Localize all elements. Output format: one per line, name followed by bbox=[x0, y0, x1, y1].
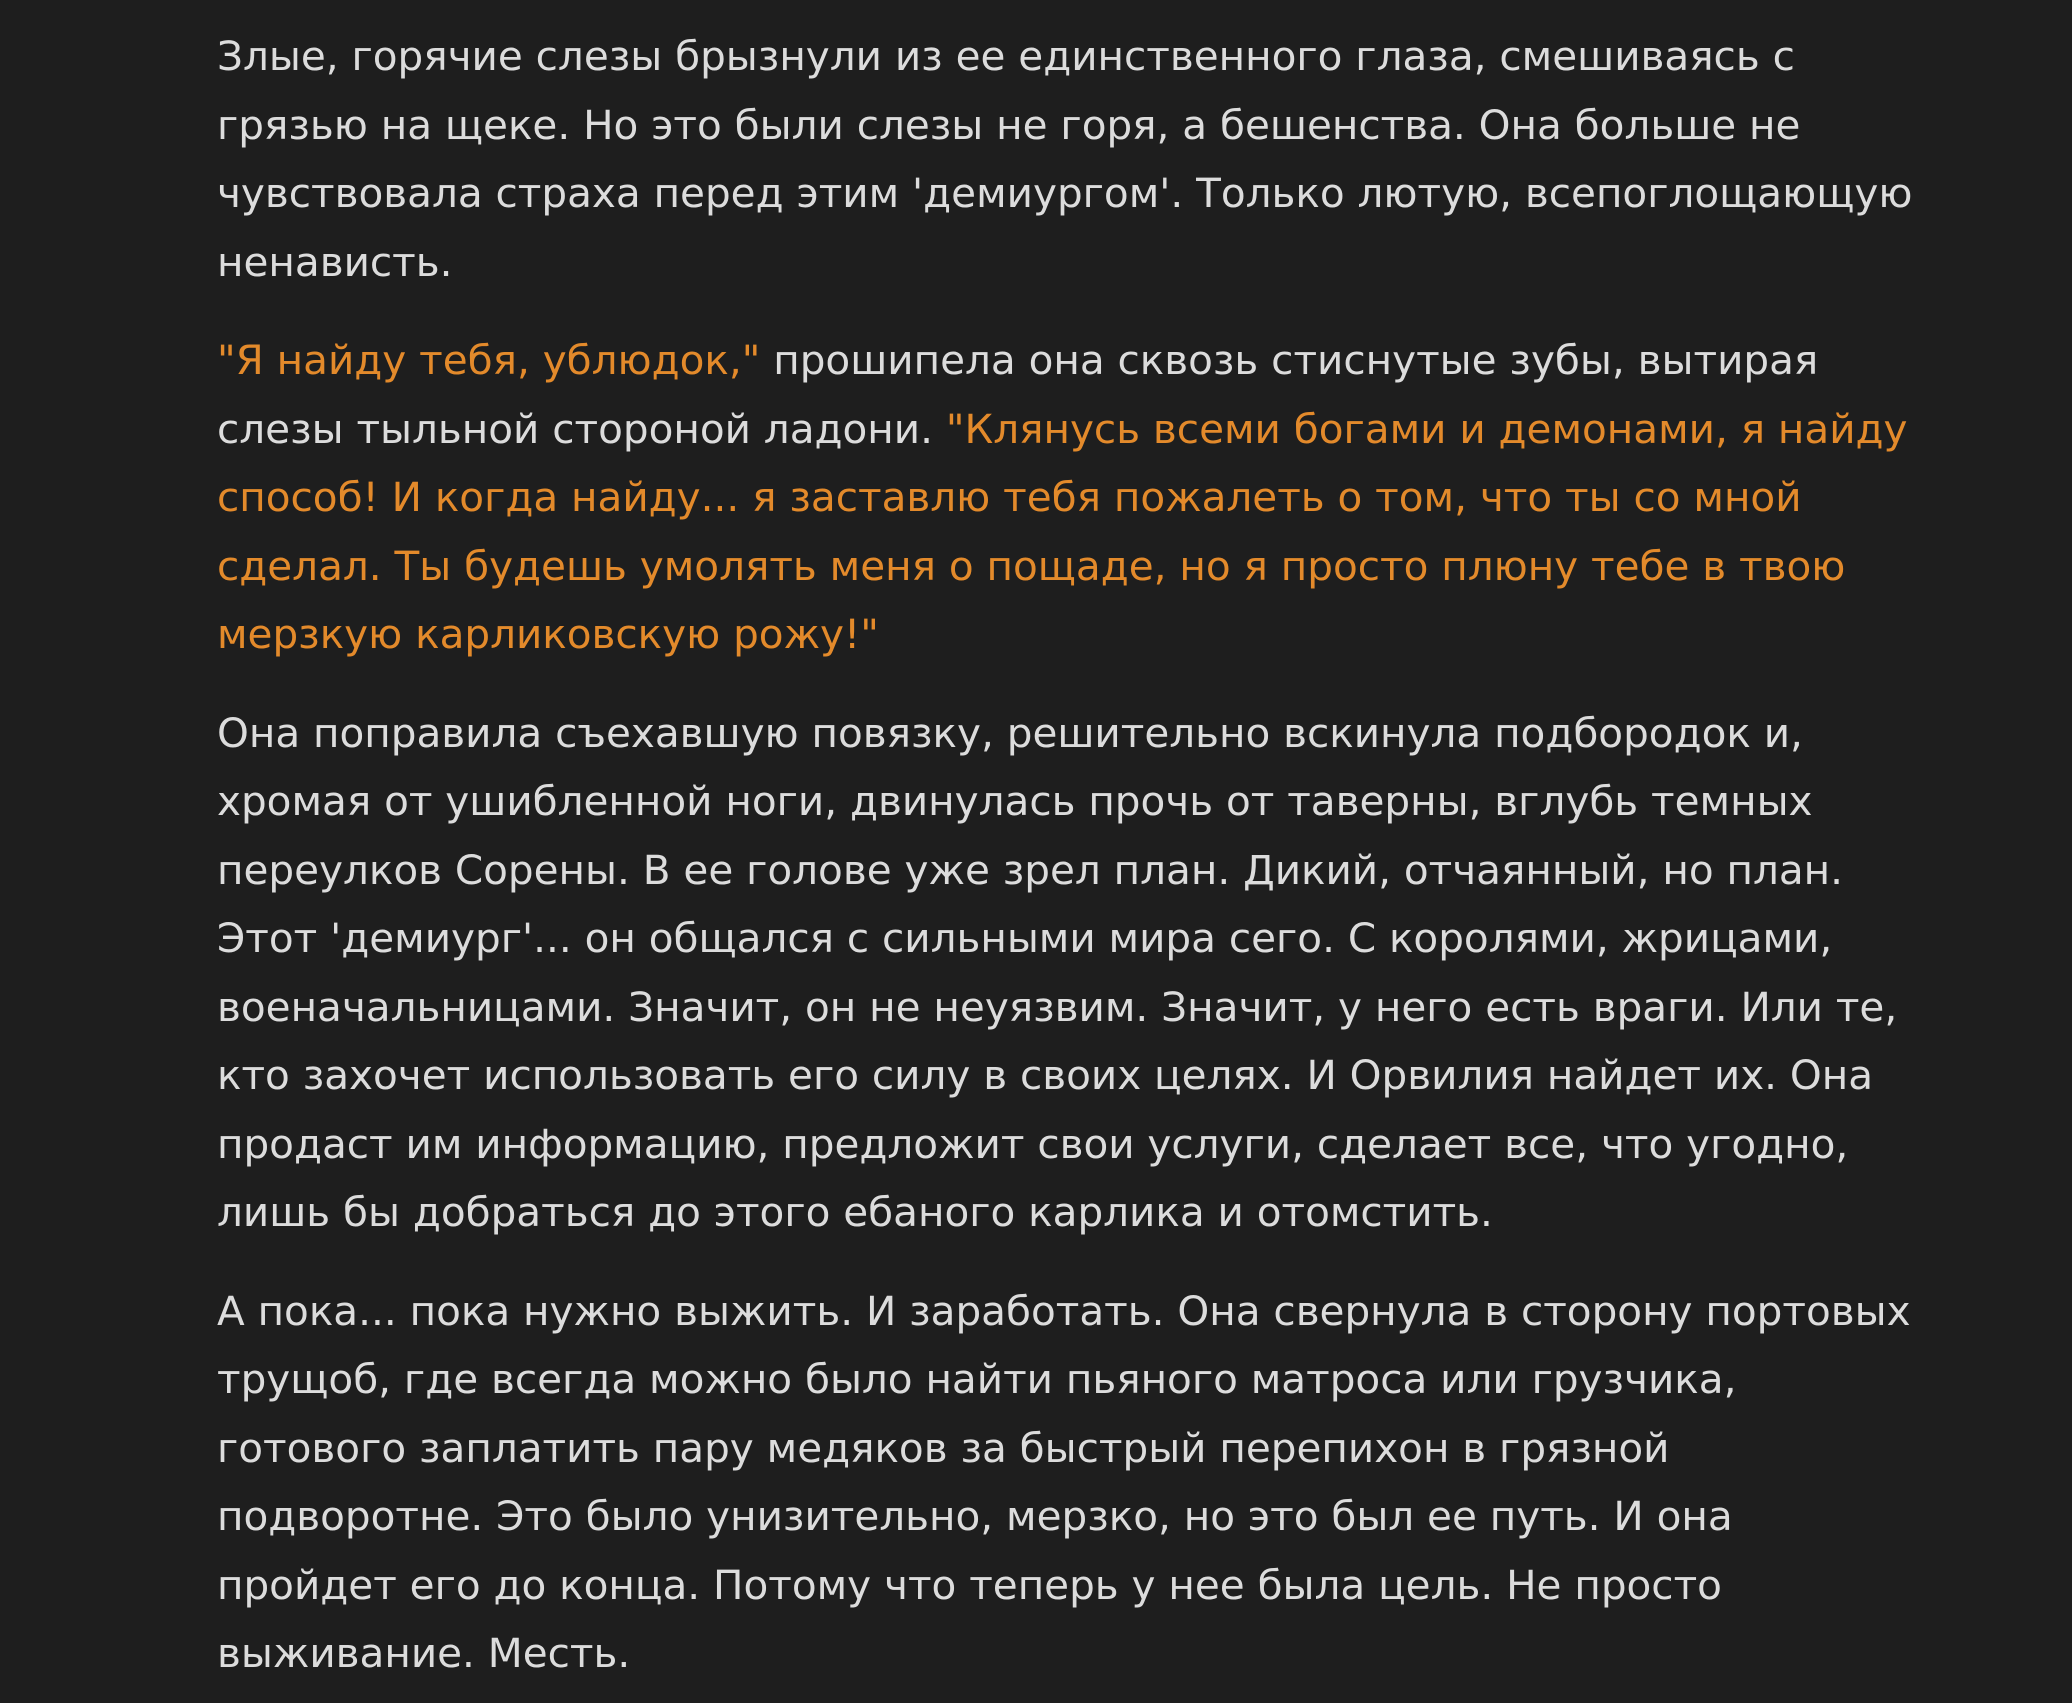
dialogue-text: "Клянусь всеми богами и демонами, я найду способ! И когда найду... я заставлю тебя пожалеть о том, что ты со мной сделал. Ты будешь умолять меня о пощаде, но я просто плюну тебе в твою мерзкую карликовскую рожу!" bbox=[217, 404, 1908, 658]
narration-text: Она поправила съехавшую повязку, решительно вскинула подбородок и, хромая от ушибленной ноги, двинулась прочь от таверны, вглубь темных переулков Сорены. В ее голове уже зрел план. Дикий, отчаянный, но план. Этот 'демиург'... он общался с сильными мира сего. С королями, жрицами, военачальницами. Значит, он не неуязвим. Значит, у него есть враги. Или те, кто захочет использовать его силу в своих целях. И Орвилия найдет их. Она продаст им информацию, предложит свои услуги, сделает все, что угодно, лишь бы добраться до этого ебаного карлика и отомстить. bbox=[217, 708, 1898, 1236]
narration-text: Злые, горячие слезы брызнули из ее единственного глаза, смешиваясь с грязью на щеке. Но это были слезы не горя, а бешенства. Она больше не чувствовала страха перед этим 'демиургом'. Только лютую, всепоглощающую ненависть. bbox=[217, 32, 1913, 286]
narration-text: прошипела она сквозь стиснутые зубы, вытирая слезы тыльной стороной ладони. bbox=[217, 336, 1819, 453]
narration-text: А пока... пока нужно выжить. И заработать. Она свернула в сторону портовых трущоб, где всегда можно было найти пьяного матроса или грузчика, готового заплатить пару медяков за быстрый перепихон в грязной подворотне. Это было унизительно, мерзко, но это был ее путь. И она пройдет его до конца. Потому что теперь у нее была цель. Не просто выживание. Месть. bbox=[217, 1286, 1911, 1677]
dialogue-text: "Я найду тебя, ублюдок," bbox=[217, 336, 761, 384]
message-paragraph bbox=[217, 22, 1917, 296]
chat-message-body bbox=[217, 22, 1917, 1688]
message-paragraph bbox=[217, 326, 1917, 669]
message-paragraph bbox=[217, 699, 1917, 1247]
message-paragraph bbox=[217, 1277, 1917, 1688]
